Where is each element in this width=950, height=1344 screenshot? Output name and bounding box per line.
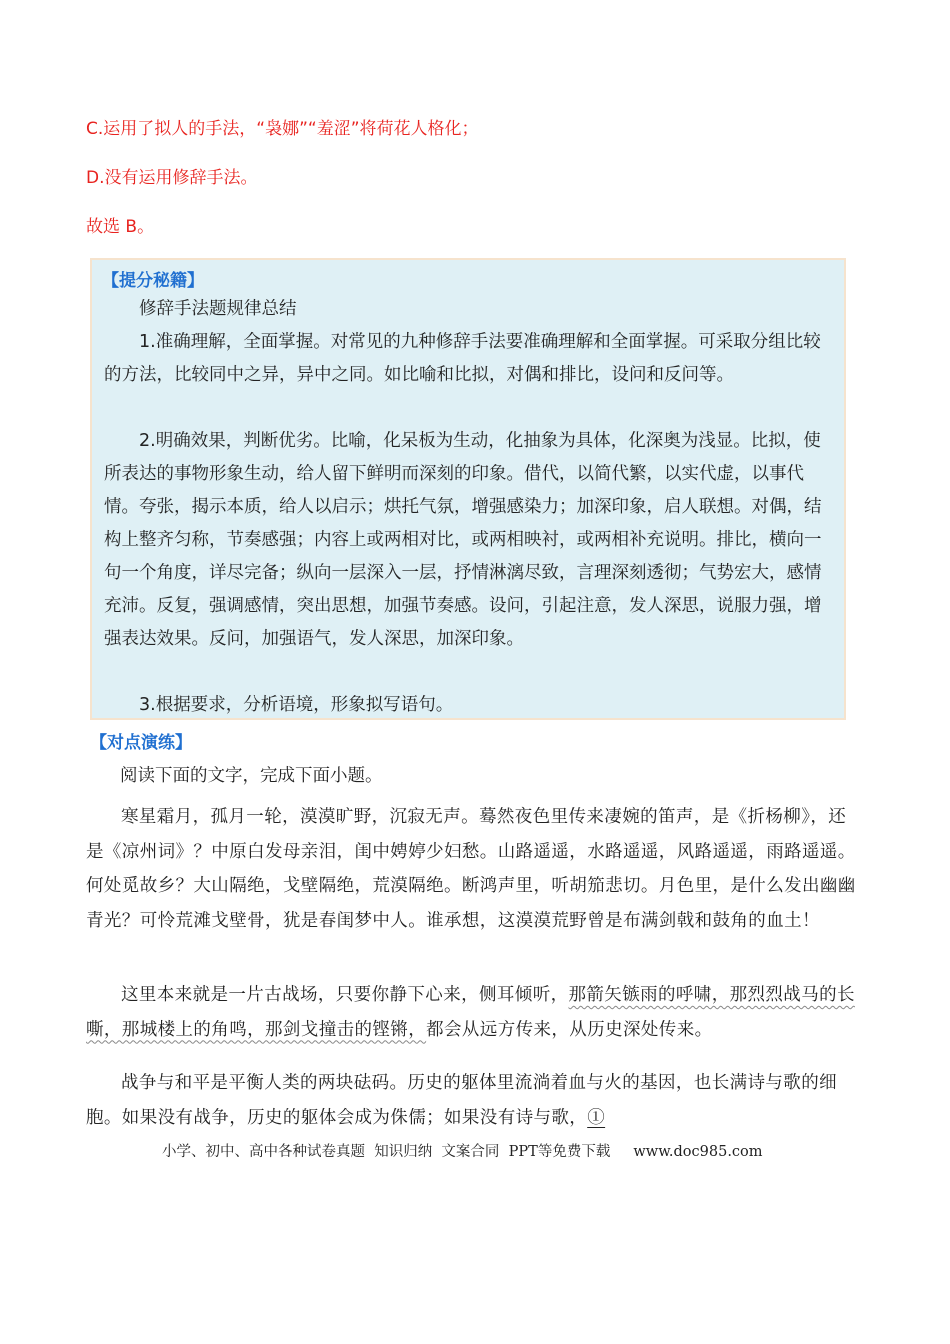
- para2-end: 都会从远方传来，从历史深处传来。: [426, 1019, 713, 1040]
- tip-box-title: 【提分秘籍】: [102, 271, 204, 291]
- practice-title: 【对点演练】: [90, 733, 192, 753]
- tip-paragraph-3: 3.根据要求，分析语境，形象拟写语句。: [139, 695, 454, 715]
- practice-instruction: 阅读下面的文字，完成下面小题。: [120, 766, 383, 786]
- option-d: D.没有运用修辞手法。: [86, 168, 258, 188]
- tip-box-subtitle: 修辞手法题规律总结: [139, 299, 297, 319]
- tip-paragraph-1: 1.准确理解，全面掌握。对常见的九种修辞手法要准确理解和全面掌握。可采取分组比较的方法，比较同中之异，异中之同。如比喻和比拟，对偶和排比，设问和反问等。: [104, 332, 821, 385]
- tip-box: [90, 258, 846, 720]
- passage-paragraph-2: [86, 978, 856, 1047]
- para2-wavy-underline: 那箭矢镞雨的呼啸，那烈烈战马的长嘶，那城楼上的角鸣，那剑戈撞击的铿锵，: [86, 985, 855, 1040]
- page-footer: 小学、初中、高中各种试卷真题 知识归纳 文案合同 PPT等免费下载 www.doc985.com: [162, 1144, 763, 1160]
- answer-blank-1[interactable]: ①: [587, 1107, 606, 1128]
- answer-text: 故选 B。: [86, 217, 155, 237]
- passage-paragraph-1: 寒星霜月，孤月一轮，漠漠旷野，沉寂无声。蓦然夜色里传来凄婉的笛声，是《折杨柳》，还是《凉州词》？中原白发母亲泪，闺中娉婷少妇愁。山路遥遥，水路遥遥，风路遥遥，雨路遥遥。何处觅故乡？大山隔绝，戈壁隔绝，荒漠隔绝。断鸿声里，听胡笳悲切。月色里，是什么发出幽幽青光？可怜荒滩戈壁骨，犹是春闺梦中人。谁承想，这漠漠荒野曾是布满剑戟和鼓角的血土！: [86, 807, 856, 931]
- passage-paragraph-3: [86, 1066, 856, 1135]
- para3-text: 战争与和平是平衡人类的两块砝码。历史的躯体里流淌着血与火的基因，也长满诗与歌的细胞。如果没有战争，历史的躯体会成为侏儒；如果没有诗与歌，: [86, 1073, 837, 1128]
- tip-paragraph-2: 2.明确效果，判断优劣。比喻，化呆板为生动，化抽象为具体，化深奥为浅显。比拟，使所表达的事物形象生动，给人留下鲜明而深刻的印象。借代，以简代繁，以实代虚，以事代情。夸张，揭示本质，给人以启示；烘托气氛，增强感染力；加深印象，启人联想。对偶，结构上整齐匀称，节奏感强；内容上或两相对比，或两相映衬，或两相补充说明。排比，横向一句一个角度，详尽完备；纵向一层深入一层，抒情淋漓尽致，言理深刻透彻；气势宏大，感情充沛。反复，强调感情，突出思想，加强节奏感。设问，引起注意，发人深思，说服力强，增强表达效果。反问，加强语气，发人深思，加深印象。: [104, 431, 822, 649]
- option-c: C.运用了拟人的手法，“袅娜”“羞涩”将荷花人格化；: [86, 119, 479, 139]
- para2-start: 这里本来就是一片古战场，只要你静下心来，侧耳倾听，: [121, 985, 569, 1005]
